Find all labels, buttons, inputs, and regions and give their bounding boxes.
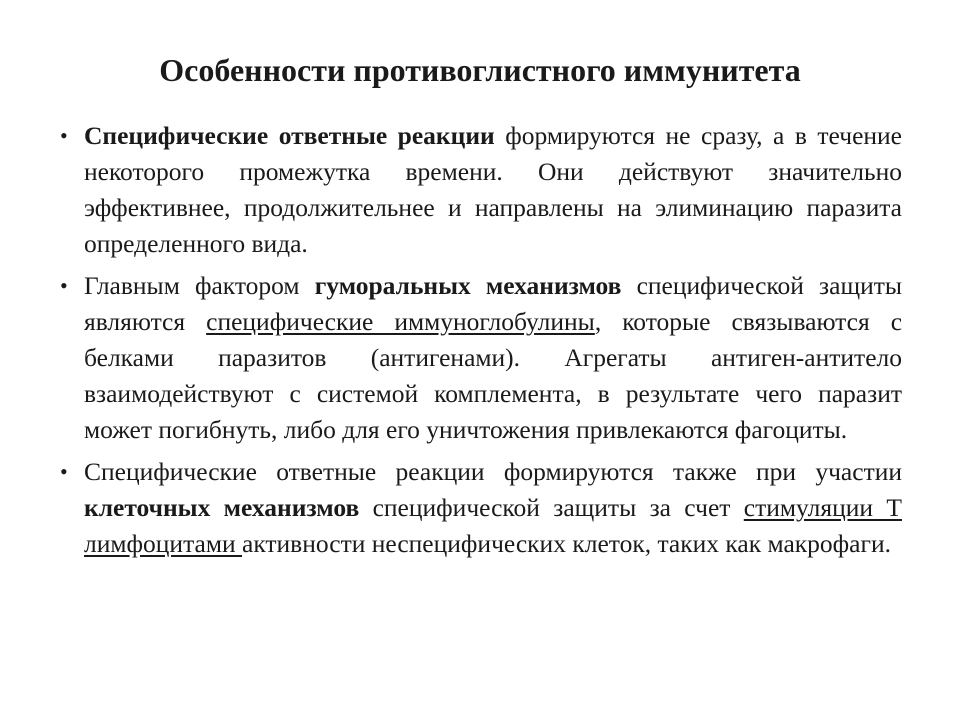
bullet-text: , которые связываются с белками паразитов (антигенами). Агрегаты антиген-антитело взаимодействуют с системой комплемента, в результате чего паразит может погибнуть, либо для его уничтожения привлекаются фагоциты. (84, 307, 903, 444)
bullet-dot-icon: • (60, 123, 68, 148)
bullet-text: Главным фактором (84, 271, 315, 300)
bullet-item (60, 118, 902, 262)
bullet-item (60, 268, 902, 448)
bullet-dot-icon: • (60, 273, 68, 298)
bullet-text: специфической защиты являются (84, 271, 903, 336)
underlined-term: специфические иммуноглобулины (206, 307, 595, 336)
bullet-list (60, 118, 902, 568)
bullet-dot-icon: • (60, 459, 68, 484)
bold-term: гуморальных механизмов (314, 271, 622, 300)
bold-term: Специфические ответные реакции (84, 121, 495, 150)
bullet-text: формируются не сразу, а в течение некоторого промежутка времени. Они действуют значительно эффективнее, продолжительнее и направлены на элиминацию паразита определенного вида. (84, 121, 902, 258)
underlined-term: стимуляции Т лимфоцитами (84, 493, 902, 558)
slide-title: Особенности противоглистного иммунитета (159, 52, 801, 88)
bullet-text: активности неспецифических клеток, таких как макрофаги. (242, 529, 891, 558)
bullet-item (60, 454, 902, 562)
bullet-text: Специфические ответные реакции формируются также при участии (84, 457, 902, 486)
bullet-text: специфической защиты за счет (359, 493, 744, 522)
bold-term: клеточных механизмов (84, 493, 360, 522)
